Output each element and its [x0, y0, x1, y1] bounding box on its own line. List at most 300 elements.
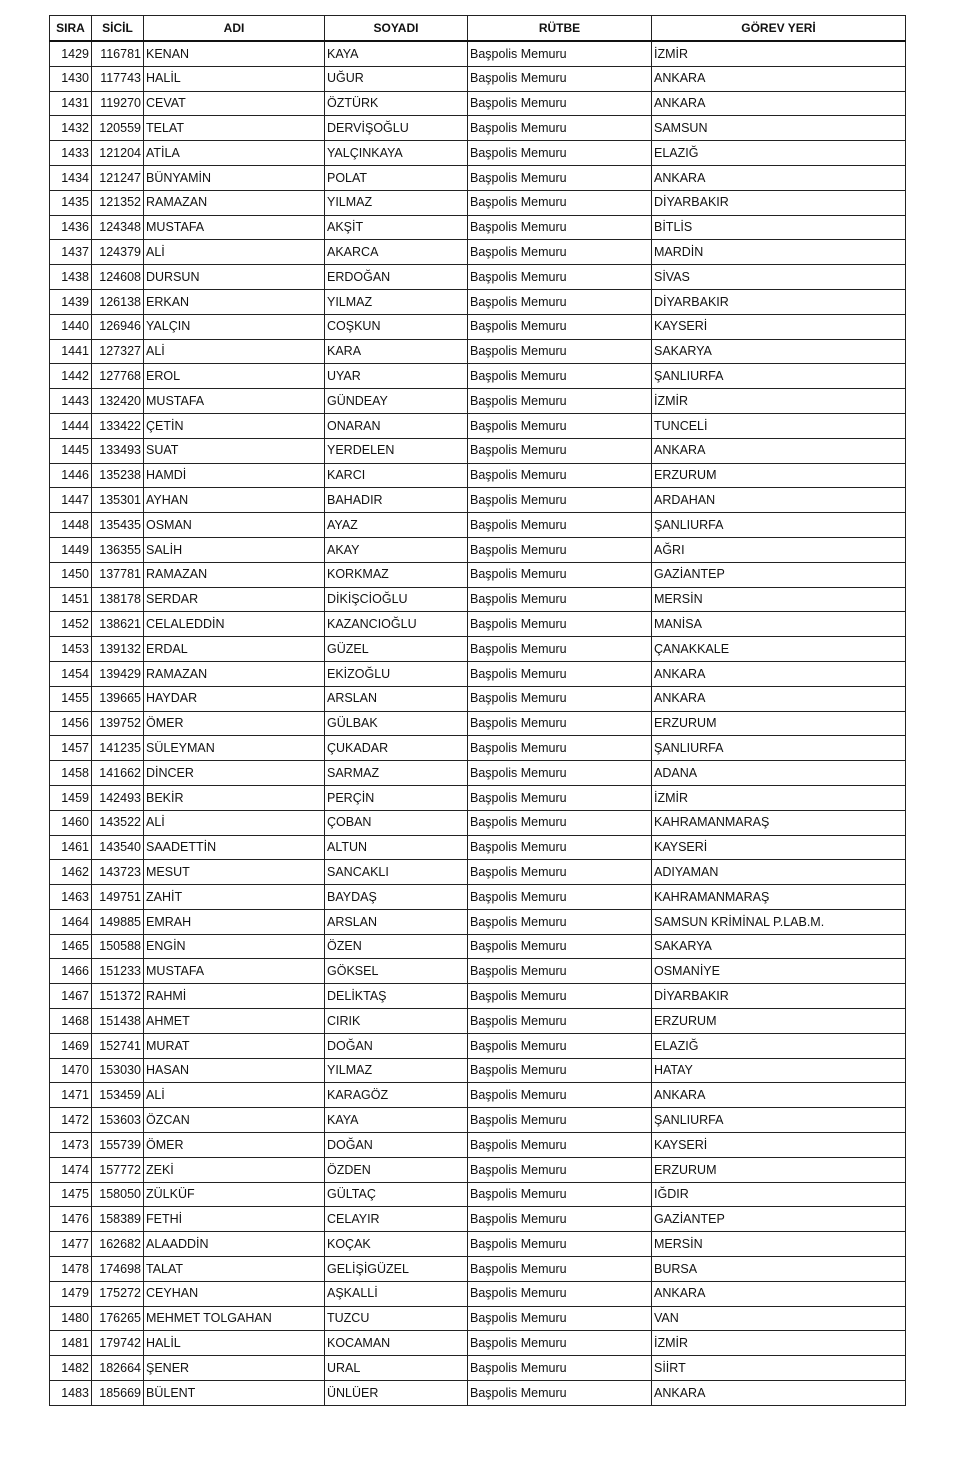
table-row [50, 463, 906, 488]
sicil-cell: 185669 [92, 1381, 144, 1406]
table-row [50, 1009, 906, 1034]
soyadi-cell: GELİŞİGÜZEL [325, 1257, 468, 1282]
sicil-cell: 135435 [92, 513, 144, 538]
soyadi-cell: KORKMAZ [325, 562, 468, 587]
soyadi-cell: KAYA [325, 1108, 468, 1133]
gorev-yeri-cell: ERZURUM [652, 1009, 906, 1034]
sicil-cell: 176265 [92, 1306, 144, 1331]
soyadi-cell: GÖKSEL [325, 959, 468, 984]
rutbe-cell: Başpolis Memuru [468, 1058, 652, 1083]
sicil-cell: 179742 [92, 1331, 144, 1356]
sira-cell: 1475 [50, 1182, 92, 1207]
rutbe-cell: Başpolis Memuru [468, 463, 652, 488]
soyadi-cell: ONARAN [325, 413, 468, 438]
soyadi-cell: ERDOĞAN [325, 265, 468, 290]
sira-cell: 1441 [50, 339, 92, 364]
table-row [50, 860, 906, 885]
adi-cell: MURAT [144, 1033, 325, 1058]
table-row [50, 1306, 906, 1331]
table-row [50, 513, 906, 538]
rutbe-cell: Başpolis Memuru [468, 1257, 652, 1282]
table-row [50, 141, 906, 166]
sicil-cell: 116781 [92, 41, 144, 66]
adi-cell: MEHMET TOLGAHAN [144, 1306, 325, 1331]
gorev-yeri-cell: ERZURUM [652, 711, 906, 736]
adi-cell: RAMAZAN [144, 661, 325, 686]
adi-cell: ERKAN [144, 289, 325, 314]
table-row [50, 959, 906, 984]
soyadi-cell: SARMAZ [325, 761, 468, 786]
table-row [50, 661, 906, 686]
sicil-cell: 149751 [92, 885, 144, 910]
adi-cell: YALÇIN [144, 314, 325, 339]
adi-cell: DURSUN [144, 265, 325, 290]
rutbe-cell: Başpolis Memuru [468, 1157, 652, 1182]
table-row [50, 587, 906, 612]
adi-cell: HAYDAR [144, 686, 325, 711]
sicil-cell: 139752 [92, 711, 144, 736]
rutbe-cell: Başpolis Memuru [468, 785, 652, 810]
sira-cell: 1446 [50, 463, 92, 488]
header-row [50, 16, 906, 42]
adi-cell: DİNCER [144, 761, 325, 786]
sira-cell: 1433 [50, 141, 92, 166]
soyadi-cell: ÇOBAN [325, 810, 468, 835]
soyadi-cell: UĞUR [325, 66, 468, 91]
rutbe-cell: Başpolis Memuru [468, 513, 652, 538]
gorev-yeri-cell: DİYARBAKIR [652, 289, 906, 314]
sira-cell: 1456 [50, 711, 92, 736]
table-row [50, 1381, 906, 1406]
sicil-cell: 133422 [92, 413, 144, 438]
sira-cell: 1432 [50, 116, 92, 141]
adi-cell: SUAT [144, 438, 325, 463]
sira-cell: 1463 [50, 885, 92, 910]
gorev-yeri-cell: MARDİN [652, 240, 906, 265]
soyadi-cell: ÖZEN [325, 934, 468, 959]
sicil-cell: 121352 [92, 190, 144, 215]
gorev-yeri-cell: ŞANLIURFA [652, 1108, 906, 1133]
sira-cell: 1437 [50, 240, 92, 265]
gorev-yeri-cell: ANKARA [652, 438, 906, 463]
rutbe-cell: Başpolis Memuru [468, 984, 652, 1009]
sira-cell: 1430 [50, 66, 92, 91]
rutbe-cell: Başpolis Memuru [468, 1207, 652, 1232]
sira-cell: 1477 [50, 1232, 92, 1257]
rutbe-cell: Başpolis Memuru [468, 1381, 652, 1406]
table-row [50, 835, 906, 860]
table-row [50, 1033, 906, 1058]
table-row [50, 1356, 906, 1381]
adi-cell: ATİLA [144, 141, 325, 166]
gorev-yeri-cell: BİTLİS [652, 215, 906, 240]
gorev-yeri-cell: ÇANAKKALE [652, 637, 906, 662]
sira-cell: 1464 [50, 909, 92, 934]
table-row [50, 364, 906, 389]
rutbe-cell: Başpolis Memuru [468, 289, 652, 314]
gorev-yeri-cell: SAKARYA [652, 934, 906, 959]
adi-cell: ZEKİ [144, 1157, 325, 1182]
adi-cell: BÜLENT [144, 1381, 325, 1406]
sira-cell: 1440 [50, 314, 92, 339]
gorev-yeri-cell: ELAZIĞ [652, 141, 906, 166]
sira-cell: 1482 [50, 1356, 92, 1381]
adi-cell: TELAT [144, 116, 325, 141]
soyadi-cell: UYAR [325, 364, 468, 389]
sicil-cell: 133493 [92, 438, 144, 463]
sira-cell: 1468 [50, 1009, 92, 1034]
table-row [50, 289, 906, 314]
soyadi-cell: GÜZEL [325, 637, 468, 662]
rutbe-cell: Başpolis Memuru [468, 761, 652, 786]
soyadi-cell: KOCAMAN [325, 1331, 468, 1356]
gorev-yeri-cell: GAZİANTEP [652, 1207, 906, 1232]
gorev-yeri-cell: MERSİN [652, 1232, 906, 1257]
soyadi-cell: PERÇİN [325, 785, 468, 810]
gorev-yeri-cell: ARDAHAN [652, 488, 906, 513]
sira-cell: 1436 [50, 215, 92, 240]
gorev-yeri-cell: SİİRT [652, 1356, 906, 1381]
table-row [50, 909, 906, 934]
gorev-yeri-cell: MANİSA [652, 612, 906, 637]
table-row [50, 413, 906, 438]
sira-cell: 1472 [50, 1108, 92, 1133]
adi-cell: AYHAN [144, 488, 325, 513]
soyadi-cell: KARAGÖZ [325, 1083, 468, 1108]
table-row [50, 1108, 906, 1133]
sicil-cell: 141662 [92, 761, 144, 786]
sira-cell: 1457 [50, 736, 92, 761]
sira-cell: 1443 [50, 389, 92, 414]
adi-cell: ALİ [144, 1083, 325, 1108]
table-row [50, 562, 906, 587]
sicil-cell: 158050 [92, 1182, 144, 1207]
sira-cell: 1448 [50, 513, 92, 538]
gorev-yeri-cell: ANKARA [652, 165, 906, 190]
rutbe-cell: Başpolis Memuru [468, 265, 652, 290]
sicil-cell: 152741 [92, 1033, 144, 1058]
sira-cell: 1429 [50, 41, 92, 66]
personnel-table [49, 15, 906, 1406]
gorev-yeri-cell: IĞDIR [652, 1182, 906, 1207]
sira-cell: 1483 [50, 1381, 92, 1406]
column-header-rutbe: RÜTBE [468, 16, 652, 42]
rutbe-cell: Başpolis Memuru [468, 1356, 652, 1381]
column-header-adi: ADI [144, 16, 325, 42]
sicil-cell: 121247 [92, 165, 144, 190]
sira-cell: 1461 [50, 835, 92, 860]
soyadi-cell: KARA [325, 339, 468, 364]
sira-cell: 1465 [50, 934, 92, 959]
gorev-yeri-cell: KAHRAMANMARAŞ [652, 810, 906, 835]
soyadi-cell: DOĞAN [325, 1033, 468, 1058]
adi-cell: HALİL [144, 66, 325, 91]
sicil-cell: 139665 [92, 686, 144, 711]
gorev-yeri-cell: ELAZIĞ [652, 1033, 906, 1058]
soyadi-cell: URAL [325, 1356, 468, 1381]
gorev-yeri-cell: DİYARBAKIR [652, 190, 906, 215]
adi-cell: EROL [144, 364, 325, 389]
sicil-cell: 174698 [92, 1257, 144, 1282]
sira-cell: 1445 [50, 438, 92, 463]
rutbe-cell: Başpolis Memuru [468, 909, 652, 934]
rutbe-cell: Başpolis Memuru [468, 1306, 652, 1331]
adi-cell: CEVAT [144, 91, 325, 116]
adi-cell: ÖZCAN [144, 1108, 325, 1133]
gorev-yeri-cell: İZMİR [652, 1331, 906, 1356]
rutbe-cell: Başpolis Memuru [468, 860, 652, 885]
rutbe-cell: Başpolis Memuru [468, 1033, 652, 1058]
adi-cell: HALİL [144, 1331, 325, 1356]
soyadi-cell: COŞKUN [325, 314, 468, 339]
soyadi-cell: TUZCU [325, 1306, 468, 1331]
soyadi-cell: ARSLAN [325, 909, 468, 934]
rutbe-cell: Başpolis Memuru [468, 661, 652, 686]
rutbe-cell: Başpolis Memuru [468, 1182, 652, 1207]
gorev-yeri-cell: SİVAS [652, 265, 906, 290]
sicil-cell: 143540 [92, 835, 144, 860]
sicil-cell: 138621 [92, 612, 144, 637]
soyadi-cell: ARSLAN [325, 686, 468, 711]
gorev-yeri-cell: VAN [652, 1306, 906, 1331]
soyadi-cell: KAZANCIOĞLU [325, 612, 468, 637]
rutbe-cell: Başpolis Memuru [468, 835, 652, 860]
rutbe-cell: Başpolis Memuru [468, 1108, 652, 1133]
adi-cell: RAHMİ [144, 984, 325, 1009]
adi-cell: ÖMER [144, 711, 325, 736]
sira-cell: 1460 [50, 810, 92, 835]
table-row [50, 686, 906, 711]
sicil-cell: 119270 [92, 91, 144, 116]
table-row [50, 934, 906, 959]
gorev-yeri-cell: GAZİANTEP [652, 562, 906, 587]
sira-cell: 1435 [50, 190, 92, 215]
gorev-yeri-cell: ERZURUM [652, 1157, 906, 1182]
sicil-cell: 120559 [92, 116, 144, 141]
rutbe-cell: Başpolis Memuru [468, 488, 652, 513]
soyadi-cell: GÜNDEAY [325, 389, 468, 414]
soyadi-cell: AKAY [325, 537, 468, 562]
sira-cell: 1452 [50, 612, 92, 637]
rutbe-cell: Başpolis Memuru [468, 389, 652, 414]
table-row [50, 612, 906, 637]
adi-cell: CELALEDDİN [144, 612, 325, 637]
sira-cell: 1444 [50, 413, 92, 438]
soyadi-cell: KOÇAK [325, 1232, 468, 1257]
sicil-cell: 150588 [92, 934, 144, 959]
gorev-yeri-cell: ANKARA [652, 66, 906, 91]
gorev-yeri-cell: OSMANİYE [652, 959, 906, 984]
soyadi-cell: SANCAKLI [325, 860, 468, 885]
table-row [50, 41, 906, 66]
table-row [50, 1083, 906, 1108]
sira-cell: 1481 [50, 1331, 92, 1356]
soyadi-cell: DERVİŞOĞLU [325, 116, 468, 141]
sicil-cell: 153603 [92, 1108, 144, 1133]
sira-cell: 1480 [50, 1306, 92, 1331]
table-row [50, 736, 906, 761]
sira-cell: 1466 [50, 959, 92, 984]
table-row [50, 810, 906, 835]
gorev-yeri-cell: İZMİR [652, 785, 906, 810]
gorev-yeri-cell: KAHRAMANMARAŞ [652, 885, 906, 910]
table-row [50, 314, 906, 339]
soyadi-cell: YERDELEN [325, 438, 468, 463]
adi-cell: ÖMER [144, 1133, 325, 1158]
sira-cell: 1455 [50, 686, 92, 711]
soyadi-cell: ÜNLÜER [325, 1381, 468, 1406]
soyadi-cell: KARCI [325, 463, 468, 488]
gorev-yeri-cell: SAKARYA [652, 339, 906, 364]
rutbe-cell: Başpolis Memuru [468, 587, 652, 612]
adi-cell: MESUT [144, 860, 325, 885]
table-row [50, 984, 906, 1009]
sira-cell: 1442 [50, 364, 92, 389]
gorev-yeri-cell: HATAY [652, 1058, 906, 1083]
column-header-soyadi: SOYADI [325, 16, 468, 42]
sicil-cell: 124379 [92, 240, 144, 265]
adi-cell: AHMET [144, 1009, 325, 1034]
table-row [50, 711, 906, 736]
rutbe-cell: Başpolis Memuru [468, 810, 652, 835]
gorev-yeri-cell: ADIYAMAN [652, 860, 906, 885]
sira-cell: 1454 [50, 661, 92, 686]
table-row [50, 488, 906, 513]
table-header [50, 16, 906, 42]
sira-cell: 1431 [50, 91, 92, 116]
adi-cell: HAMDİ [144, 463, 325, 488]
gorev-yeri-cell: İZMİR [652, 389, 906, 414]
rutbe-cell: Başpolis Memuru [468, 240, 652, 265]
sicil-cell: 157772 [92, 1157, 144, 1182]
sira-cell: 1447 [50, 488, 92, 513]
rutbe-cell: Başpolis Memuru [468, 934, 652, 959]
adi-cell: MUSTAFA [144, 215, 325, 240]
rutbe-cell: Başpolis Memuru [468, 41, 652, 66]
rutbe-cell: Başpolis Memuru [468, 562, 652, 587]
rutbe-cell: Başpolis Memuru [468, 314, 652, 339]
table-row [50, 785, 906, 810]
sicil-cell: 137781 [92, 562, 144, 587]
sicil-cell: 138178 [92, 587, 144, 612]
adi-cell: ÇETİN [144, 413, 325, 438]
column-header-sicil: SİCİL [92, 16, 144, 42]
sicil-cell: 126138 [92, 289, 144, 314]
soyadi-cell: EKİZOĞLU [325, 661, 468, 686]
gorev-yeri-cell: ERZURUM [652, 463, 906, 488]
sira-cell: 1462 [50, 860, 92, 885]
table-row [50, 116, 906, 141]
adi-cell: SERDAR [144, 587, 325, 612]
soyadi-cell: AKARCA [325, 240, 468, 265]
rutbe-cell: Başpolis Memuru [468, 612, 652, 637]
gorev-yeri-cell: ANKARA [652, 1281, 906, 1306]
table-row [50, 215, 906, 240]
table-row [50, 1133, 906, 1158]
adi-cell: ZAHİT [144, 885, 325, 910]
adi-cell: SÜLEYMAN [144, 736, 325, 761]
table-row [50, 339, 906, 364]
rutbe-cell: Başpolis Memuru [468, 165, 652, 190]
rutbe-cell: Başpolis Memuru [468, 736, 652, 761]
sira-cell: 1476 [50, 1207, 92, 1232]
adi-cell: ALAADDİN [144, 1232, 325, 1257]
gorev-yeri-cell: ANKARA [652, 661, 906, 686]
sicil-cell: 143723 [92, 860, 144, 885]
gorev-yeri-cell: ŞANLIURFA [652, 736, 906, 761]
adi-cell: HASAN [144, 1058, 325, 1083]
sira-cell: 1439 [50, 289, 92, 314]
gorev-yeri-cell: AĞRI [652, 537, 906, 562]
table-row [50, 389, 906, 414]
table-row [50, 240, 906, 265]
gorev-yeri-cell: İZMİR [652, 41, 906, 66]
sicil-cell: 151438 [92, 1009, 144, 1034]
adi-cell: RAMAZAN [144, 562, 325, 587]
gorev-yeri-cell: TUNCELİ [652, 413, 906, 438]
table-row [50, 1232, 906, 1257]
sicil-cell: 162682 [92, 1232, 144, 1257]
sira-cell: 1471 [50, 1083, 92, 1108]
table-row [50, 91, 906, 116]
rutbe-cell: Başpolis Memuru [468, 711, 652, 736]
soyadi-cell: ÖZTÜRK [325, 91, 468, 116]
rutbe-cell: Başpolis Memuru [468, 537, 652, 562]
adi-cell: FETHİ [144, 1207, 325, 1232]
adi-cell: ALİ [144, 240, 325, 265]
adi-cell: MUSTAFA [144, 389, 325, 414]
rutbe-cell: Başpolis Memuru [468, 66, 652, 91]
sicil-cell: 135238 [92, 463, 144, 488]
gorev-yeri-cell: BURSA [652, 1257, 906, 1282]
rutbe-cell: Başpolis Memuru [468, 190, 652, 215]
rutbe-cell: Başpolis Memuru [468, 1133, 652, 1158]
sicil-cell: 153030 [92, 1058, 144, 1083]
sicil-cell: 151233 [92, 959, 144, 984]
sicil-cell: 117743 [92, 66, 144, 91]
adi-cell: BEKİR [144, 785, 325, 810]
sira-cell: 1479 [50, 1281, 92, 1306]
soyadi-cell: GÜLTAÇ [325, 1182, 468, 1207]
table-row [50, 190, 906, 215]
table-row [50, 1257, 906, 1282]
adi-cell: SALİH [144, 537, 325, 562]
sira-cell: 1474 [50, 1157, 92, 1182]
sira-cell: 1453 [50, 637, 92, 662]
sicil-cell: 124348 [92, 215, 144, 240]
sicil-cell: 136355 [92, 537, 144, 562]
soyadi-cell: DOĞAN [325, 1133, 468, 1158]
rutbe-cell: Başpolis Memuru [468, 141, 652, 166]
adi-cell: SAADETTİN [144, 835, 325, 860]
soyadi-cell: AYAZ [325, 513, 468, 538]
sira-cell: 1450 [50, 562, 92, 587]
sira-cell: 1451 [50, 587, 92, 612]
soyadi-cell: DİKİŞCİOĞLU [325, 587, 468, 612]
rutbe-cell: Başpolis Memuru [468, 1009, 652, 1034]
gorev-yeri-cell: ŞANLIURFA [652, 364, 906, 389]
sira-cell: 1438 [50, 265, 92, 290]
soyadi-cell: CIRIK [325, 1009, 468, 1034]
sicil-cell: 127768 [92, 364, 144, 389]
table-row [50, 761, 906, 786]
gorev-yeri-cell: KAYSERİ [652, 835, 906, 860]
sira-cell: 1467 [50, 984, 92, 1009]
gorev-yeri-cell: KAYSERİ [652, 1133, 906, 1158]
table-row [50, 1331, 906, 1356]
adi-cell: OSMAN [144, 513, 325, 538]
soyadi-cell: YILMAZ [325, 289, 468, 314]
